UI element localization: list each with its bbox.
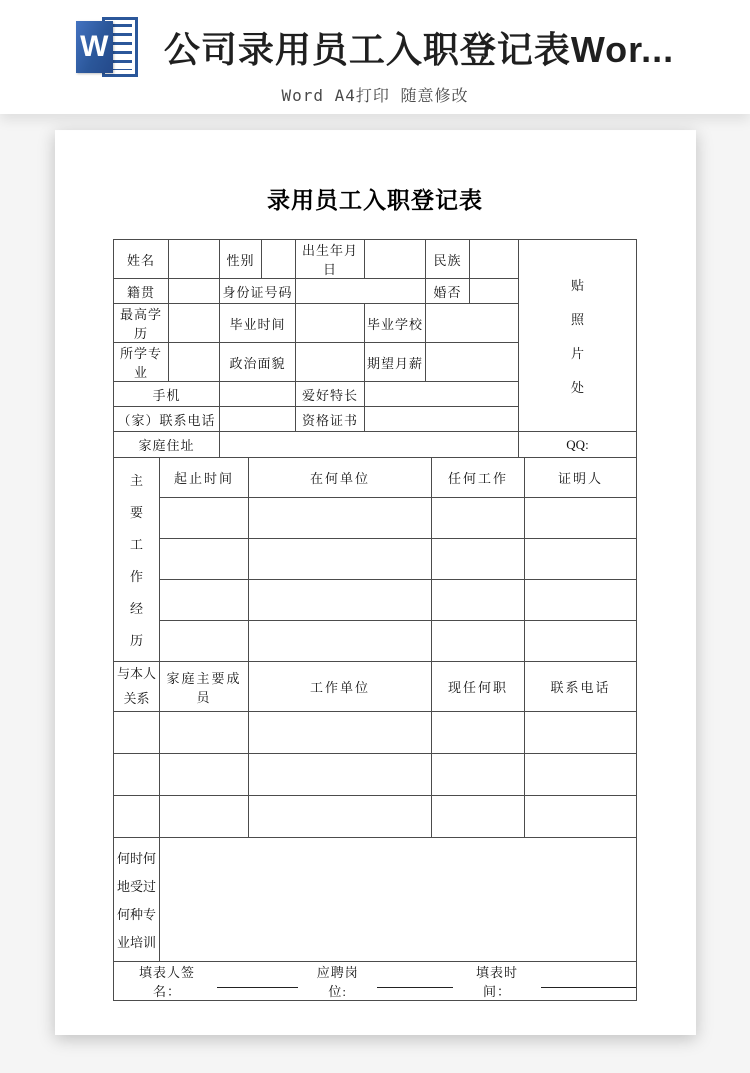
political-status-value-cell: [296, 343, 365, 382]
family-row: [114, 796, 637, 838]
empty-cell: [525, 498, 637, 539]
mobile-value-cell: [220, 382, 296, 407]
listing-header: [0, 0, 750, 114]
work-role-header: 任何工作: [432, 458, 525, 498]
graduation-school-label: 毕业学校: [365, 304, 426, 343]
side-label-line: 关系: [123, 690, 150, 706]
marital-status-label: 婚否: [426, 279, 470, 304]
major-label: 所学专业: [114, 343, 169, 382]
side-label-line: 何种专: [116, 907, 156, 923]
qq-label: QQ:: [519, 432, 637, 458]
family-relation-side-label: [114, 662, 160, 712]
hobbies-label: 爱好特长: [296, 382, 365, 407]
family-position-header: 现任何职: [432, 662, 525, 712]
graduation-school-value-cell: [426, 304, 519, 343]
certificates-value-cell: [365, 407, 519, 432]
empty-cell: [160, 580, 249, 621]
political-status-label: 政治面貌: [220, 343, 296, 382]
work-history-row: [114, 498, 637, 539]
native-place-label: 籍贯: [114, 279, 169, 304]
empty-cell: [249, 621, 432, 662]
empty-cell: [525, 712, 637, 754]
empty-cell: [160, 539, 249, 580]
side-label-char: 经: [129, 601, 143, 616]
id-number-value-cell: [296, 279, 426, 304]
highest-education-label: 最高学历: [114, 304, 169, 343]
birth-date-value-cell: [365, 240, 426, 279]
marital-status-value-cell: [470, 279, 519, 304]
side-label-char: 工: [129, 537, 143, 552]
empty-cell: [432, 498, 525, 539]
word-icon-letter: W: [80, 30, 109, 63]
empty-cell: [432, 539, 525, 580]
history-table: [113, 457, 637, 1001]
empty-cell: [432, 712, 525, 754]
home-phone-value-cell: [220, 407, 296, 432]
certificates-label: 资格证书: [296, 407, 365, 432]
empty-cell: [525, 754, 637, 796]
listing-subtitle: Word A4打印 随意修改: [281, 86, 469, 105]
personal-info-table: [113, 239, 637, 458]
side-label-char: 主: [129, 473, 143, 488]
work-history-row: [114, 621, 637, 662]
home-address-value-cell: [220, 432, 519, 458]
native-place-value-cell: [169, 279, 220, 304]
empty-cell: [114, 712, 160, 754]
empty-cell: [249, 539, 432, 580]
name-label: 姓名: [114, 240, 169, 279]
birth-date-label: 出生年月日: [296, 240, 365, 279]
empty-cell: [432, 621, 525, 662]
signature-label: 填表人签名：: [138, 965, 195, 1000]
work-history-side-label: [114, 458, 160, 662]
side-label-char: 作: [129, 569, 143, 584]
hobbies-value-cell: [365, 382, 519, 407]
training-side-label: [114, 838, 160, 962]
family-row: [114, 712, 637, 754]
empty-cell: [249, 498, 432, 539]
empty-cell: [249, 796, 432, 838]
gender-value-cell: [262, 240, 296, 279]
listing-title: 公司录用员工入职登记表Wor...: [163, 28, 675, 70]
date-blank-line: [541, 975, 636, 988]
empty-cell: [114, 796, 160, 838]
photo-char: 贴: [570, 278, 584, 293]
position-label: 应聘岗位:: [316, 965, 359, 1000]
work-company-header: 在何单位: [249, 458, 432, 498]
empty-cell: [525, 621, 637, 662]
document-page[interactable]: [55, 130, 696, 1035]
family-row: [114, 754, 637, 796]
photo-char: 片: [570, 346, 584, 361]
expected-salary-label: 期望月薪: [365, 343, 426, 382]
work-period-header: 起止时间: [160, 458, 249, 498]
empty-cell: [160, 754, 249, 796]
side-label-line: 何时何: [116, 851, 156, 867]
empty-cell: [525, 539, 637, 580]
empty-cell: [525, 580, 637, 621]
empty-cell: [249, 580, 432, 621]
empty-cell: [432, 580, 525, 621]
word-icon: [76, 16, 138, 78]
photo-char: 照: [570, 312, 584, 327]
form-footer-row: [114, 962, 637, 1001]
side-label-line: 业培训: [116, 935, 156, 951]
date-label: 填表时间：: [476, 965, 519, 1000]
ethnicity-label: 民族: [426, 240, 470, 279]
empty-cell: [160, 621, 249, 662]
graduation-time-label: 毕业时间: [220, 304, 296, 343]
word-icon-flap: [76, 21, 113, 73]
side-label-line: 与本人: [116, 666, 156, 681]
photo-char: 处: [570, 380, 584, 395]
id-number-label: 身份证号码: [220, 279, 296, 304]
home-phone-label: （家）联系电话: [114, 407, 220, 432]
work-history-row: [114, 539, 637, 580]
preview-area: [0, 114, 750, 1073]
major-value-cell: [169, 343, 220, 382]
empty-cell: [432, 754, 525, 796]
work-history-row: [114, 580, 637, 621]
empty-cell: [432, 796, 525, 838]
empty-cell: [160, 498, 249, 539]
side-label-char: 历: [129, 633, 143, 648]
empty-cell: [249, 712, 432, 754]
expected-salary-value-cell: [426, 343, 519, 382]
work-reference-header: 证明人: [525, 458, 637, 498]
position-blank-line: [377, 975, 453, 988]
ethnicity-value-cell: [470, 240, 519, 279]
empty-cell: [114, 754, 160, 796]
highest-education-value-cell: [169, 304, 220, 343]
signature-blank-line: [217, 975, 298, 988]
family-member-header: 家庭主要成员: [160, 662, 249, 712]
home-address-label: 家庭住址: [114, 432, 220, 458]
gender-label: 性别: [220, 240, 262, 279]
form-title: 录用员工入职登记表: [267, 187, 483, 213]
photo-area: [519, 240, 637, 432]
training-value-cell: [160, 838, 637, 962]
side-label-line: 地受过: [116, 879, 156, 895]
mobile-label: 手机: [114, 382, 220, 407]
empty-cell: [160, 712, 249, 754]
empty-cell: [249, 754, 432, 796]
name-value-cell: [169, 240, 220, 279]
family-workplace-header: 工作单位: [249, 662, 432, 712]
graduation-time-value-cell: [296, 304, 365, 343]
family-phone-header: 联系电话: [525, 662, 637, 712]
side-label-char: 要: [129, 505, 143, 520]
empty-cell: [160, 796, 249, 838]
empty-cell: [525, 796, 637, 838]
